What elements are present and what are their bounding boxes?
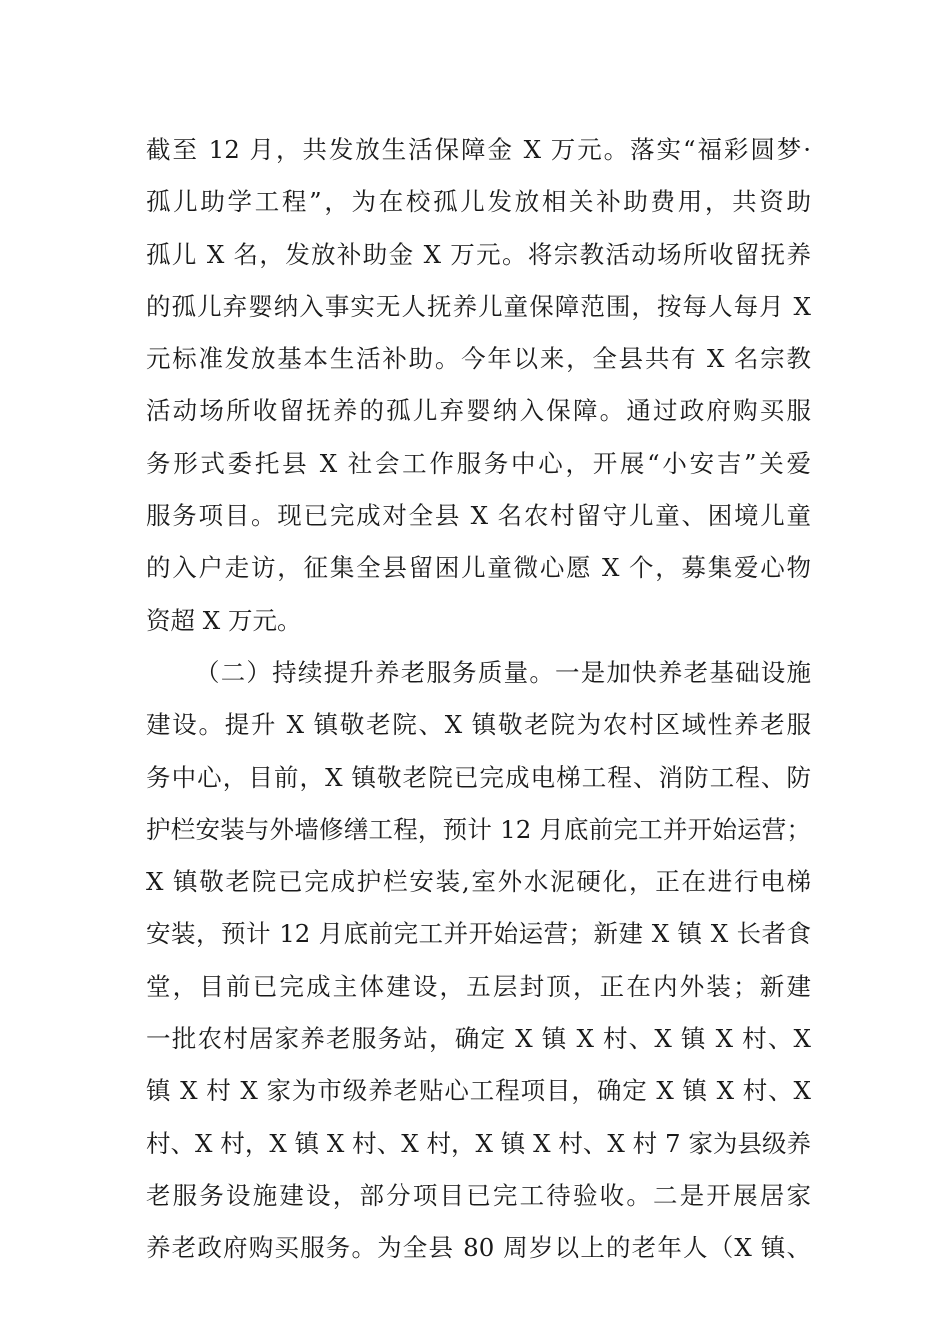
text-line: 活动场所收留抚养的孤儿弃婴纳入保障。通过政府购买服 [146,396,811,426]
body-text [146,124,811,1275]
text-line: 护栏安装与外墙修缮工程，预计 12 月底前完工并开始运营； [146,814,811,844]
text-line: 堂，目前已完成主体建设，五层封顶，正在内外装；新建 [146,971,811,1001]
text-line: X 镇敬老院已完成护栏安装,室外水泥硬化，正在进行电梯 [146,867,811,897]
text-line: 元标准发放基本生活补助。今年以来，全县共有 X 名宗教 [146,344,811,374]
text-line: 截至 12 月，共发放生活保障金 X 万元。落实“福彩圆梦· [146,135,811,164]
text-line: 安装，预计 12 月底前完工并开始运营；新建 X 镇 X 长者食 [146,919,811,949]
text-line: 养老政府购买服务。为全县 80 周岁以上的老年人（X 镇、 [146,1233,811,1263]
section-heading-line: （二）持续提升养老服务质量。一是加快养老基础设施 [195,657,811,687]
text-line: 的孤儿弃婴纳入事实无人抚养儿童保障范围，按每人每月 X [146,291,811,321]
text-line: 服务项目。现已完成对全县 X 名农村留守儿童、困境儿童 [146,501,811,531]
text-line: 一批农村居家养老服务站，确定 X 镇 X 村、X 镇 X 村、X [146,1024,811,1054]
text-line: 孤儿 X 名，发放补助金 X 万元。将宗教活动场所收留抚养 [146,239,811,269]
text-line: 孤儿助学工程”，为在校孤儿发放相关补助费用，共资助 [146,187,811,217]
text-line: 务中心，目前，X 镇敬老院已完成电梯工程、消防工程、防 [146,762,811,792]
text-line: 的入户走访，征集全县留困儿童微心愿 X 个，募集爱心物 [146,553,811,583]
paragraph-end-line: 资超 X 万元。 [146,605,302,635]
text-line: 建设。提升 X 镇敬老院、X 镇敬老院为农村区域性养老服 [146,710,811,740]
text-line: 老服务设施建设，部分项目已完工待验收。二是开展居家 [146,1180,811,1210]
text-line: 务形式委托县 X 社会工作服务中心，开展“小安吉”关爱 [146,448,811,478]
text-line: 村、X 村，X 镇 X 村、X 村，X 镇 X 村、X 村 7 家为县级养 [146,1128,811,1158]
text-line: 镇 X 村 X 家为市级养老贴心工程项目，确定 X 镇 X 村、X [146,1076,811,1106]
